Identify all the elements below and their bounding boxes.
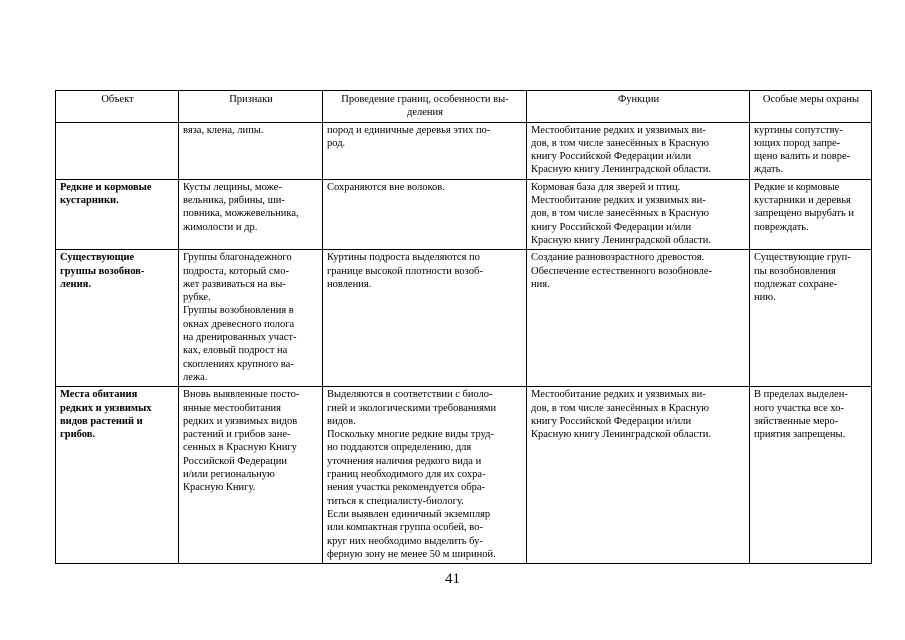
- cell-text-line: ния.: [531, 278, 550, 290]
- cell-features: [179, 122, 323, 179]
- cell-measures: [750, 179, 872, 249]
- cell-text-line: ного участка все хо-: [754, 402, 845, 414]
- cell-text-line: Группы благонадежного: [183, 252, 292, 264]
- cell-text-line: на дренированных участ-: [183, 332, 297, 344]
- cell-text-line: Куртины подроста выделяются по: [327, 252, 480, 264]
- cell-text-line: Местообитание редких и уязвимых ви-: [531, 124, 706, 136]
- cell-text-line: щено валить и повре-: [754, 151, 851, 163]
- cell-text-line: редких и уязвимых: [60, 402, 152, 414]
- header-boundaries-line: деления: [407, 107, 443, 119]
- cell-text-line: ках, еловый подрост на: [183, 345, 288, 357]
- cell-text-line: Кусты лещины, може-: [183, 181, 282, 193]
- cell-text-line: окнах древесного полога: [183, 318, 295, 330]
- cell-text-line: титься к специалисту-биологу.: [327, 495, 464, 507]
- cell-text-line: книгу Российской Федерации и/или: [531, 221, 692, 233]
- cell-text-line: видов растений и: [60, 415, 143, 427]
- cell-text-line: границе высокой плотности возоб-: [327, 265, 483, 277]
- cell-text-line: Местообитание редких и уязвимых ви-: [531, 195, 706, 207]
- cell-text-line: и/или региональную: [183, 469, 275, 481]
- cell-functions: [527, 387, 750, 564]
- cell-text-line: подлежат сохране-: [754, 278, 838, 290]
- cell-measures: [750, 250, 872, 387]
- cell-text-line: Красную книгу Ленинградской области.: [531, 234, 712, 246]
- table-row: [56, 387, 872, 564]
- cell-text-line: Российской Федерации: [183, 455, 287, 467]
- cell-text-line: новления.: [327, 278, 372, 290]
- cell-text-line: ждать.: [754, 164, 783, 176]
- cell-text-line: дов, в том числе занесённых в Красную: [531, 137, 709, 149]
- cell-text-line: Существующие груп-: [754, 252, 851, 264]
- cell-text-line: Красную Книгу.: [183, 482, 256, 494]
- header-features: Признаки: [179, 91, 323, 123]
- cell-text-line: видов.: [327, 415, 356, 427]
- header-boundaries-line: Проведение границ, особенности вы-: [341, 94, 509, 105]
- header-functions: Функции: [527, 91, 750, 123]
- cell-text-line: книгу Российской Федерации и/или: [531, 415, 692, 427]
- cell-text-line: жимолости и др.: [183, 221, 258, 233]
- header-object: Объект: [56, 91, 179, 123]
- cell-text-line: или компактная группа особей, во-: [327, 522, 483, 534]
- protection-table: [55, 90, 872, 564]
- cell-text-line: Если выявлен единичный экземпляр: [327, 508, 491, 520]
- cell-text-line: повреждать.: [754, 221, 809, 233]
- header-measures: Особые меры охраны: [750, 91, 872, 123]
- cell-text-line: Красную книгу Ленинградской области.: [531, 164, 712, 176]
- cell-text-line: скоплениях крупного ва-: [183, 358, 294, 370]
- cell-text-line: жет развиваться на вы-: [183, 278, 286, 290]
- cell-text-line: вельника, рябины, ши-: [183, 195, 285, 207]
- cell-text-line: лежа.: [183, 371, 208, 383]
- cell-text-line: круг них необходимо выделить бу-: [327, 535, 483, 547]
- cell-text-line: Кормовая база для зверей и птиц.: [531, 181, 681, 193]
- cell-text-line: гией и экологическими требованиями: [327, 402, 497, 414]
- cell-text-line: Обеспечение естественного возобновле-: [531, 265, 713, 277]
- cell-text-line: род.: [327, 137, 346, 149]
- cell-boundaries: [323, 122, 527, 179]
- cell-functions: [527, 250, 750, 387]
- cell-boundaries: [323, 250, 527, 387]
- cell-functions: [527, 179, 750, 249]
- cell-text-line: нения участка рекомендуется обра-: [327, 482, 486, 494]
- cell-text-line: приятия запрещены.: [754, 429, 846, 441]
- cell-text-line: кустарники.: [60, 195, 119, 207]
- cell-text-line: янные местообитания: [183, 402, 281, 414]
- cell-text-line: дов, в том числе занесённых в Красную: [531, 402, 709, 414]
- cell-features: [179, 387, 323, 564]
- cell-text-line: сенных в Красную Книгу: [183, 442, 297, 454]
- cell-text-line: рубке.: [183, 292, 211, 304]
- table-row: [56, 179, 872, 249]
- cell-text-line: зяйственные меро-: [754, 415, 839, 427]
- cell-text-line: Группы возобновления в: [183, 305, 294, 317]
- cell-text-line: вяза, клена, липы.: [183, 124, 264, 136]
- cell-boundaries: [323, 387, 527, 564]
- cell-text-line: Красную книгу Ленинградской области.: [531, 429, 712, 441]
- cell-text-line: границ необходимого для их сохра-: [327, 469, 486, 481]
- cell-text-line: ющих пород запре-: [754, 137, 841, 149]
- cell-text-line: Существующие: [60, 252, 135, 264]
- cell-text-line: Редкие и кормовые: [60, 181, 152, 193]
- cell-boundaries: [323, 179, 527, 249]
- cell-features: [179, 179, 323, 249]
- table-row: [56, 122, 872, 179]
- cell-text-line: ления.: [60, 278, 91, 290]
- cell-text-line: книгу Российской Федерации и/или: [531, 151, 692, 163]
- cell-text-line: повника, можжевельника,: [183, 208, 299, 220]
- cell-text-line: ферную зону не менее 50 м шириной.: [327, 548, 496, 560]
- cell-text-line: редких и уязвимых видов: [183, 415, 298, 427]
- cell-object: [56, 387, 179, 564]
- cell-measures: [750, 122, 872, 179]
- cell-text-line: Редкие и кормовые: [754, 181, 840, 193]
- cell-text-line: Места обитания: [60, 389, 138, 401]
- cell-text-line: Создание разновозрастного древостоя.: [531, 252, 705, 264]
- cell-text-line: уточнения наличия редкого вида и: [327, 455, 482, 467]
- cell-text-line: пы возобновления: [754, 265, 836, 277]
- cell-text-line: подроста, который смо-: [183, 265, 289, 277]
- cell-text-line: Сохраняются вне волоков.: [327, 181, 445, 193]
- page-number: 41: [445, 571, 460, 587]
- cell-text-line: Выделяются в соответствии с биоло-: [327, 389, 493, 401]
- cell-text-line: но поддаются определению, для: [327, 442, 472, 454]
- cell-text-line: запрещено вырубать и: [754, 208, 855, 220]
- cell-text-line: пород и единичные деревья этих по-: [327, 124, 491, 136]
- cell-object: [56, 122, 179, 179]
- header-boundaries: [323, 91, 527, 123]
- cell-text-line: дов, в том числе занесённых в Красную: [531, 208, 709, 220]
- cell-text-line: группы возобнов-: [60, 265, 145, 277]
- cell-text-line: Поскольку многие редкие виды труд-: [327, 429, 494, 441]
- cell-text-line: куртины сопутству-: [754, 124, 843, 136]
- cell-text-line: растений и грибов зане-: [183, 429, 291, 441]
- cell-object: [56, 250, 179, 387]
- cell-text-line: нию.: [754, 292, 776, 304]
- cell-object: [56, 179, 179, 249]
- cell-text-line: В пределах выделен-: [754, 389, 848, 401]
- cell-functions: [527, 122, 750, 179]
- cell-measures: [750, 387, 872, 564]
- cell-text-line: грибов.: [60, 429, 96, 441]
- table-row: [56, 250, 872, 387]
- cell-features: [179, 250, 323, 387]
- header-row: [56, 91, 872, 123]
- cell-text-line: кустарники и деревья: [754, 195, 851, 207]
- cell-text-line: Местообитание редких и уязвимых ви-: [531, 389, 706, 401]
- cell-text-line: Вновь выявленные посто-: [183, 389, 300, 401]
